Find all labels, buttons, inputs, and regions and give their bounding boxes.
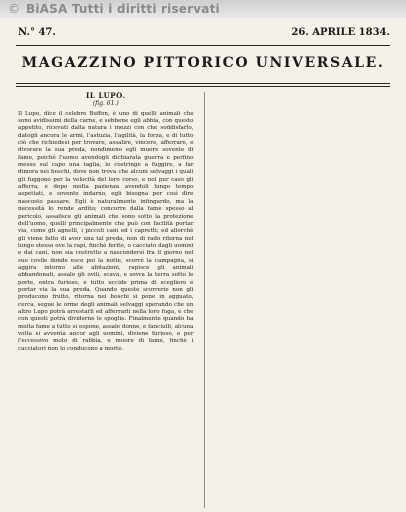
header-rule-bottom [16,83,390,84]
issue-number: N.° 47. [18,26,56,38]
watermark-text: BiASA Tutti i diritti riservati [26,2,220,16]
column-divider [204,92,205,508]
header-rule-top [16,45,390,46]
issue-line [18,24,390,40]
article-right-column [215,92,391,508]
article-left-column [18,92,194,508]
article-text-left: Il Lupo, dice il celebre Buffon, è uno di quelli animali che sono avidissimi della carne, e sebbene egli abbia, con questo appetito, ricevuti dalla natura i mezzi con che soddisfarlo, datogli ancora le armi, l'astuzia, l'agilità, la forza, e di tutto ciò che richiedesi per trovare, assalire, vincere, afferrare, e divorare la sua preda, nondimeno egli muore sovente di fame, poichè l'uomo avendogli dichiarata guerra e perfino messo sul capo una taglia, lo costringe a fuggire, a far dimora nei boschi, dove non trova che alcuni selvaggi i quali gli fuggono per la velocità del loro corso, e nol pur caso gli afferra, e dopo molta pazienza avendoli lungo tempo aspettati, e sovente indarno, egli bisogna per così dire nascosto passare. Egli è naturalmente infingardo, ma la necessità lo rende ardito; concorre dalla fame spesso al pericolo, assalisce gli animali che sono sotto la protezione dell'uomo, quelli principalmente che può con facilità portar via, come gli agnelli, i piccoli cani ed i capretti; ed allorchè gli viene fatto di aver una tal preda, non di rado ritorna nel lungo stesso ove la rapì, finchè ferito, o cacciato dagli uomini e dai cani, non sia costretto a nascondersi fra il giorno nel suo covile donde esce poi la notte, scorre la campagna, si aggira intorno alle abitazioni, rapisce gli animali abbandonati, assale gli ovili, scava, e sovra la terra sotto le porte, entra furioso, e tutto uccide prima di scegliere e portar via la sua preda. Quando queste scorrerie non gli producono frutto, ritorna nei boschi si pone in agguato, cerca, segue le orme degli animali selvaggi sperando che un altro Lupo potrà arrestarli ed afferrarli nella loro fuga, e che con questi potrà dividerne le spoglie. Finalmente quando ha molta fame a tutto si espone, assale donne, e fanciulli, alcuna volta si avventa ancor agli uomini, diviene furioso, e per l'eccessivo moto di rabbia, e muore di fame, finchè i cacciatori non lo conducono a morte. [18,110,194,352]
issue-date: 26. APRILE 1834. [291,26,390,38]
article-title: IL LUPO. [86,92,126,100]
header-rule-bottom-double [16,86,390,87]
watermark-banner [0,0,406,18]
article-columns [18,92,390,508]
figure-reference: (fig. 61.) [92,100,119,108]
copyright-icon: © [8,2,20,16]
masthead-title: MAGAZZINO PITTORICO UNIVERSALE. [21,55,385,71]
